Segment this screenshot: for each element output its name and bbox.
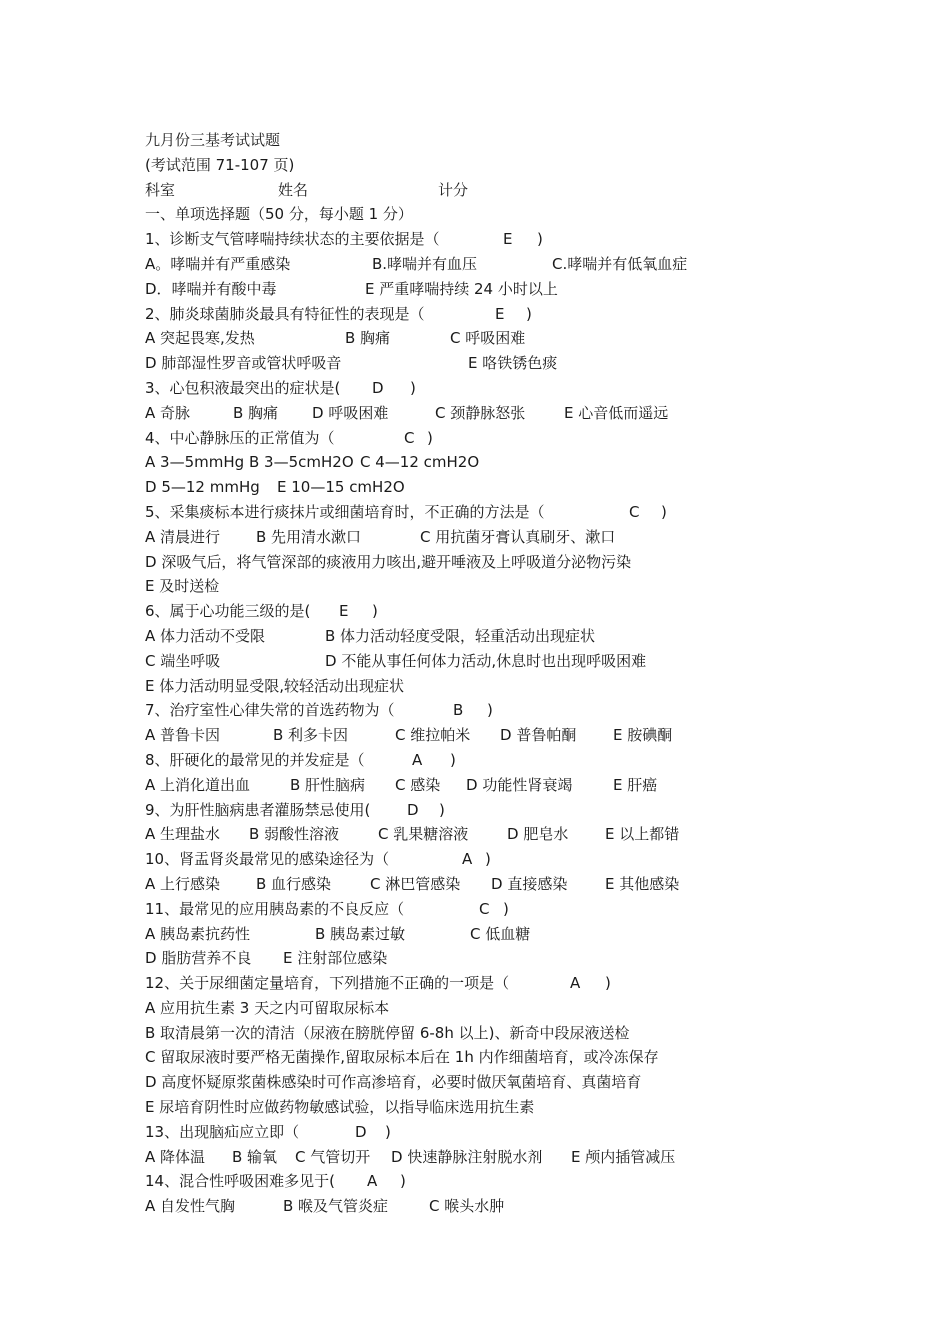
answer-mark: E: [495, 304, 505, 323]
question-line: [145, 798, 950, 823]
question-text: 12、关于尿细菌定量培育，下列措施不正确的一项是（: [145, 974, 510, 993]
option-text: E 心音低而遥远: [564, 403, 669, 422]
option-text: D 肺部湿性罗音或管状呼吸音: [145, 354, 342, 373]
option-line: [145, 773, 950, 798]
doc-scope: (考试范围 71-107 页): [145, 155, 295, 174]
question-line: [145, 1169, 950, 1194]
field-score-label: 计分: [438, 180, 469, 199]
question-line: [145, 227, 950, 252]
option-text: A 胰岛素抗药性: [145, 924, 251, 943]
answer-close-paren: ): [385, 1122, 391, 1141]
question-text: 6、属于心功能三级的是(: [145, 602, 311, 621]
option-line: [145, 550, 950, 575]
option-text: E 肝癌: [613, 775, 658, 794]
option-line: [145, 1021, 950, 1046]
option-text: D 深吸气后，将气管深部的痰液用力咳出,避开唾液及上呼吸道分泌物污染: [145, 552, 632, 571]
answer-mark: D: [372, 378, 384, 397]
question-line: [145, 847, 950, 872]
question-text: 13、出现脑疝应立即（: [145, 1122, 300, 1141]
option-text: B 利多卡因: [273, 726, 349, 745]
option-line: [145, 674, 950, 699]
option-text: B 先用清水漱口: [256, 527, 362, 546]
question-line: [145, 376, 950, 401]
option-text: C 用抗菌牙膏认真刷牙、漱口: [420, 527, 616, 546]
question-line: [145, 599, 950, 624]
question-line: [145, 1120, 950, 1145]
option-text: D 直接感染: [491, 874, 568, 893]
option-text: E 体力活动明显受限,较轻活动出现症状: [145, 676, 405, 695]
option-text: E 10—15 cmH2O: [277, 478, 405, 497]
option-line: [145, 574, 950, 599]
answer-mark: D: [355, 1122, 367, 1141]
option-line: [145, 996, 950, 1021]
option-text: C 留取尿液时要严格无菌操作,留取尿标本后在 1h 内作细菌培育，或冷冻保存: [145, 1048, 659, 1067]
option-text: E 以上都错: [605, 825, 680, 844]
option-line: [145, 525, 950, 550]
question-text: 7、治疗室性心律失常的首选药物为（: [145, 701, 395, 720]
header-fields-line: [145, 178, 950, 203]
doc-title-line: [145, 128, 950, 153]
question-line: [145, 748, 950, 773]
option-text: B 输氧: [232, 1147, 278, 1166]
answer-close-paren: ): [487, 701, 493, 720]
question-text: 14、混合性呼吸困难多见于(: [145, 1172, 335, 1191]
answer-close-paren: ): [372, 602, 378, 621]
option-line: [145, 1194, 950, 1219]
option-text: E 注射部位感染: [283, 949, 388, 968]
question-text: 8、肝硬化的最常见的并发症是（: [145, 750, 365, 769]
option-line: [145, 624, 950, 649]
option-text: A 普鲁卡因: [145, 726, 221, 745]
field-dept-label: 科室: [145, 180, 176, 199]
option-text: A。哮喘并有严重感染: [145, 254, 291, 273]
option-text: C 感染: [395, 775, 441, 794]
option-text: A 突起畏寒,发热: [145, 329, 255, 348]
option-text: C 呼吸困难: [450, 329, 526, 348]
option-text: C 端坐呼吸: [145, 651, 221, 670]
section-heading-line: [145, 202, 950, 227]
answer-close-paren: ): [537, 230, 543, 249]
field-name-label: 姓名: [278, 180, 309, 199]
option-text: A 上消化道出血: [145, 775, 251, 794]
question-text: 5、采集痰标本进行痰抹片或细菌培育时，不正确的方法是（: [145, 502, 545, 521]
option-text: C 喉头水肿: [429, 1197, 505, 1216]
option-text: B 胸痛: [345, 329, 391, 348]
option-text: D 快速静脉注射脱水剂: [391, 1147, 543, 1166]
option-text: E 尿培育阴性时应做药物敏感试验，以指导临床选用抗生素: [145, 1098, 535, 1117]
option-text: D 功能性肾衰竭: [466, 775, 573, 794]
answer-close-paren: ): [450, 750, 456, 769]
doc-scope-line: [145, 153, 950, 178]
option-text: D 高度怀疑原浆菌株感染时可作高渗培育，必要时做厌氧菌培育、真菌培育: [145, 1073, 642, 1092]
answer-mark: C: [479, 899, 490, 918]
option-line: [145, 277, 950, 302]
answer-mark: D: [407, 800, 419, 819]
option-text: B 胸痛: [233, 403, 279, 422]
answer-close-paren: ): [427, 428, 433, 447]
answer-mark: A: [462, 850, 473, 869]
question-line: [145, 897, 950, 922]
option-line: [145, 922, 950, 947]
option-line: [145, 450, 950, 475]
option-text: C 颈静脉怒张: [435, 403, 526, 422]
option-line: [145, 326, 950, 351]
option-text: A 上行感染: [145, 874, 221, 893]
option-text: B 弱酸性溶液: [249, 825, 340, 844]
answer-mark: E: [339, 602, 349, 621]
option-line: [145, 1045, 950, 1070]
option-line: [145, 1070, 950, 1095]
option-line: [145, 351, 950, 376]
answer-mark: C: [404, 428, 415, 447]
question-text: 2、肺炎球菌肺炎最具有特征性的表现是（: [145, 304, 425, 323]
answer-mark: C: [629, 502, 640, 521]
option-text: A 降体温: [145, 1147, 206, 1166]
answer-mark: B: [453, 701, 464, 720]
answer-mark: E: [503, 230, 513, 249]
option-text: D 普鲁帕酮: [500, 726, 577, 745]
option-text: A 生理盐水: [145, 825, 221, 844]
answer-close-paren: ): [410, 378, 416, 397]
option-text: E 严重哮喘持续 24 小时以上: [365, 279, 558, 298]
option-text: A 清晨进行: [145, 527, 221, 546]
option-text: A 自发性气胸: [145, 1197, 236, 1216]
option-text: D 脂肪营养不良: [145, 949, 252, 968]
option-text: D 呼吸困难: [312, 403, 389, 422]
option-text: B 体力活动轻度受限，轻重活动出现症状: [325, 626, 596, 645]
option-line: [145, 723, 950, 748]
option-text: A 奇脉: [145, 403, 191, 422]
option-text: E 其他感染: [605, 874, 680, 893]
option-text: C.哮喘并有低氧血症: [552, 254, 688, 273]
option-text: C 乳果糖溶液: [378, 825, 469, 844]
option-line: [145, 946, 950, 971]
option-text: D．哮喘并有酸中毒: [145, 279, 277, 298]
question-line: [145, 971, 950, 996]
option-text: A 3—5mmHg: [145, 453, 245, 472]
question-text: 1、诊断支气管哮喘持续状态的主要依据是（: [145, 230, 440, 249]
doc-title: 九月份三基考试试题: [145, 131, 281, 149]
option-line: [145, 822, 950, 847]
option-text: B.哮喘并有血压: [372, 254, 478, 273]
answer-close-paren: ): [503, 899, 509, 918]
option-text: E 及时送检: [145, 577, 220, 596]
question-text: 4、中心静脉压的正常值为（: [145, 428, 335, 447]
option-text: A 体力活动不受限: [145, 626, 266, 645]
question-line: [145, 698, 950, 723]
option-text: B 肝性脑病: [290, 775, 366, 794]
question-text: 11、最常见的应用胰岛素的不良反应（: [145, 899, 405, 918]
answer-mark: A: [570, 974, 581, 993]
option-text: B 3—5cmH2O: [249, 453, 354, 472]
answer-mark: A: [367, 1172, 378, 1191]
option-text: D 肥皂水: [507, 825, 569, 844]
option-text: B 胰岛素过敏: [315, 924, 406, 943]
answer-mark: A: [412, 750, 423, 769]
answer-close-paren: ): [485, 850, 491, 869]
answer-close-paren: ): [400, 1172, 406, 1191]
question-text: 10、肾盂肾炎最常见的感染途径为（: [145, 850, 390, 869]
option-text: C 气管切开: [295, 1147, 371, 1166]
option-text: C 淋巴管感染: [370, 874, 461, 893]
option-text: D 5—12 mmHg: [145, 478, 260, 497]
option-line: [145, 1145, 950, 1170]
question-line: [145, 302, 950, 327]
option-line: [145, 252, 950, 277]
section-heading: 一、单项选择题（50 分，每小题 1 分）: [145, 205, 413, 224]
option-line: [145, 872, 950, 897]
answer-close-paren: ): [439, 800, 445, 819]
question-line: [145, 426, 950, 451]
option-text: C 4—12 cmH2O: [360, 453, 480, 472]
answer-close-paren: ): [661, 502, 667, 521]
question-line: [145, 500, 950, 525]
question-text: 3、心包积液最突出的症状是(: [145, 378, 341, 397]
option-text: B 血行感染: [256, 874, 332, 893]
answer-close-paren: ): [605, 974, 611, 993]
option-text: C 低血糖: [470, 924, 531, 943]
option-text: A 应用抗生素 3 天之内可留取尿标本: [145, 998, 390, 1017]
option-line: [145, 1095, 950, 1120]
option-text: E 胺碘酮: [613, 726, 673, 745]
option-text: D 不能从事任何体力活动,休息时也出现呼吸困难: [325, 651, 647, 670]
option-text: C 维拉帕米: [395, 726, 471, 745]
option-text: B 喉及气管炎症: [283, 1197, 389, 1216]
option-text: E 颅内插管减压: [571, 1147, 676, 1166]
option-text: E 咯铁锈色痰: [468, 354, 558, 373]
option-line: [145, 475, 950, 500]
option-text: B 取清晨第一次的清洁（尿液在膀胱停留 6-8h 以上)、新奇中段尿液送检: [145, 1023, 630, 1042]
option-line: [145, 649, 950, 674]
question-text: 9、为肝性脑病患者灌肠禁忌使用(: [145, 800, 371, 819]
answer-close-paren: ): [526, 304, 532, 323]
option-line: [145, 401, 950, 426]
